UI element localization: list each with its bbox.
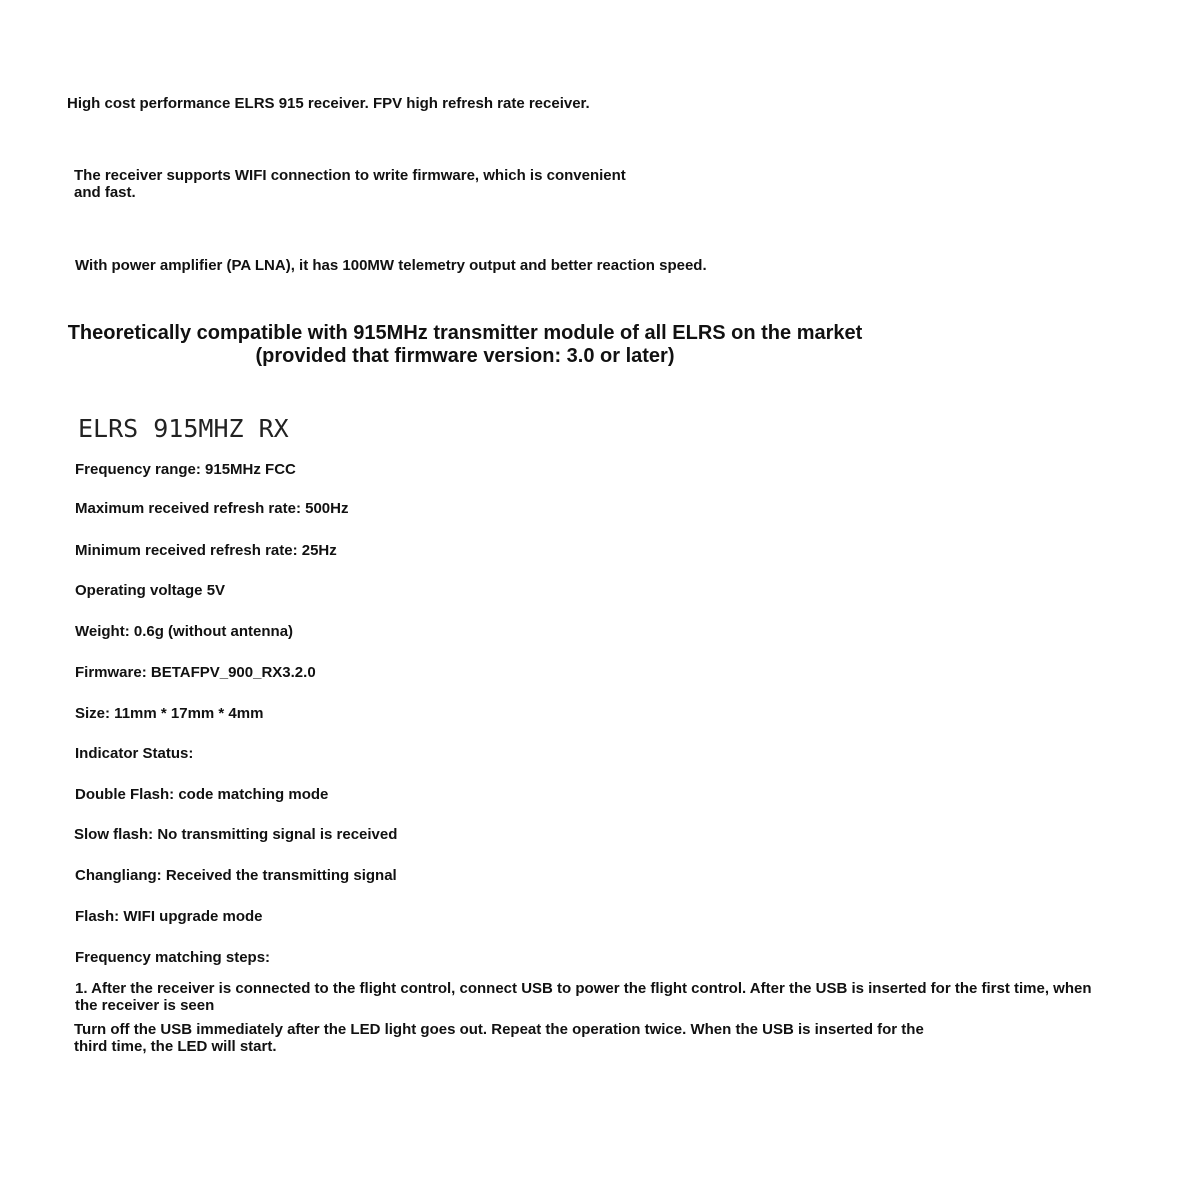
intro-line-2a: The receiver supports WIFI connection to write firmware, which is convenient [74,167,626,184]
spec-heading: ELRS 915MHZ RX [78,414,289,443]
spec-item-slow-flash: Slow flash: No transmitting signal is received [74,826,398,843]
step-1-line-a: 1. After the receiver is connected to the flight control, connect USB to power the flight control. After the USB is inserted for the first time, when [75,980,1092,997]
spec-item-voltage: Operating voltage 5V [75,582,226,599]
intro-line-1: High cost performance ELRS 915 receiver. FPV high refresh rate receiver. [67,95,590,112]
compat-line-2: (provided that firmware version: 3.0 or later) [255,345,675,367]
spec-item-min-refresh: Minimum received refresh rate: 25Hz [75,542,337,559]
intro-line-3: With power amplifier (PA LNA), it has 100MW telemetry output and better reaction speed. [75,257,707,274]
step-2-line-b: third time, the LED will start. [74,1038,277,1055]
step-1-line-b: the receiver is seen [75,997,215,1014]
step-2-line-a: Turn off the USB immediately after the LED light goes out. Repeat the operation twice. When the USB is inserted for the [74,1021,924,1038]
intro-line-2b: and fast. [74,184,136,201]
spec-item-indicator-status: Indicator Status: [75,745,194,762]
spec-item-firmware: Firmware: BETAFPV_900_RX3.2.0 [75,664,316,681]
spec-item-double-flash: Double Flash: code matching mode [75,786,329,803]
spec-item-size: Size: 11mm * 17mm * 4mm [75,705,264,722]
spec-item-max-refresh: Maximum received refresh rate: 500Hz [75,500,349,517]
spec-item-weight: Weight: 0.6g (without antenna) [75,623,294,640]
compat-line-1: Theoretically compatible with 915MHz transmitter module of all ELRS on the market [67,322,863,344]
spec-item-changliang: Changliang: Received the transmitting signal [75,867,397,884]
spec-item-matching-steps: Frequency matching steps: [75,949,271,966]
spec-item-flash-wifi: Flash: WIFI upgrade mode [75,908,263,925]
spec-item-frequency: Frequency range: 915MHz FCC [75,461,296,478]
